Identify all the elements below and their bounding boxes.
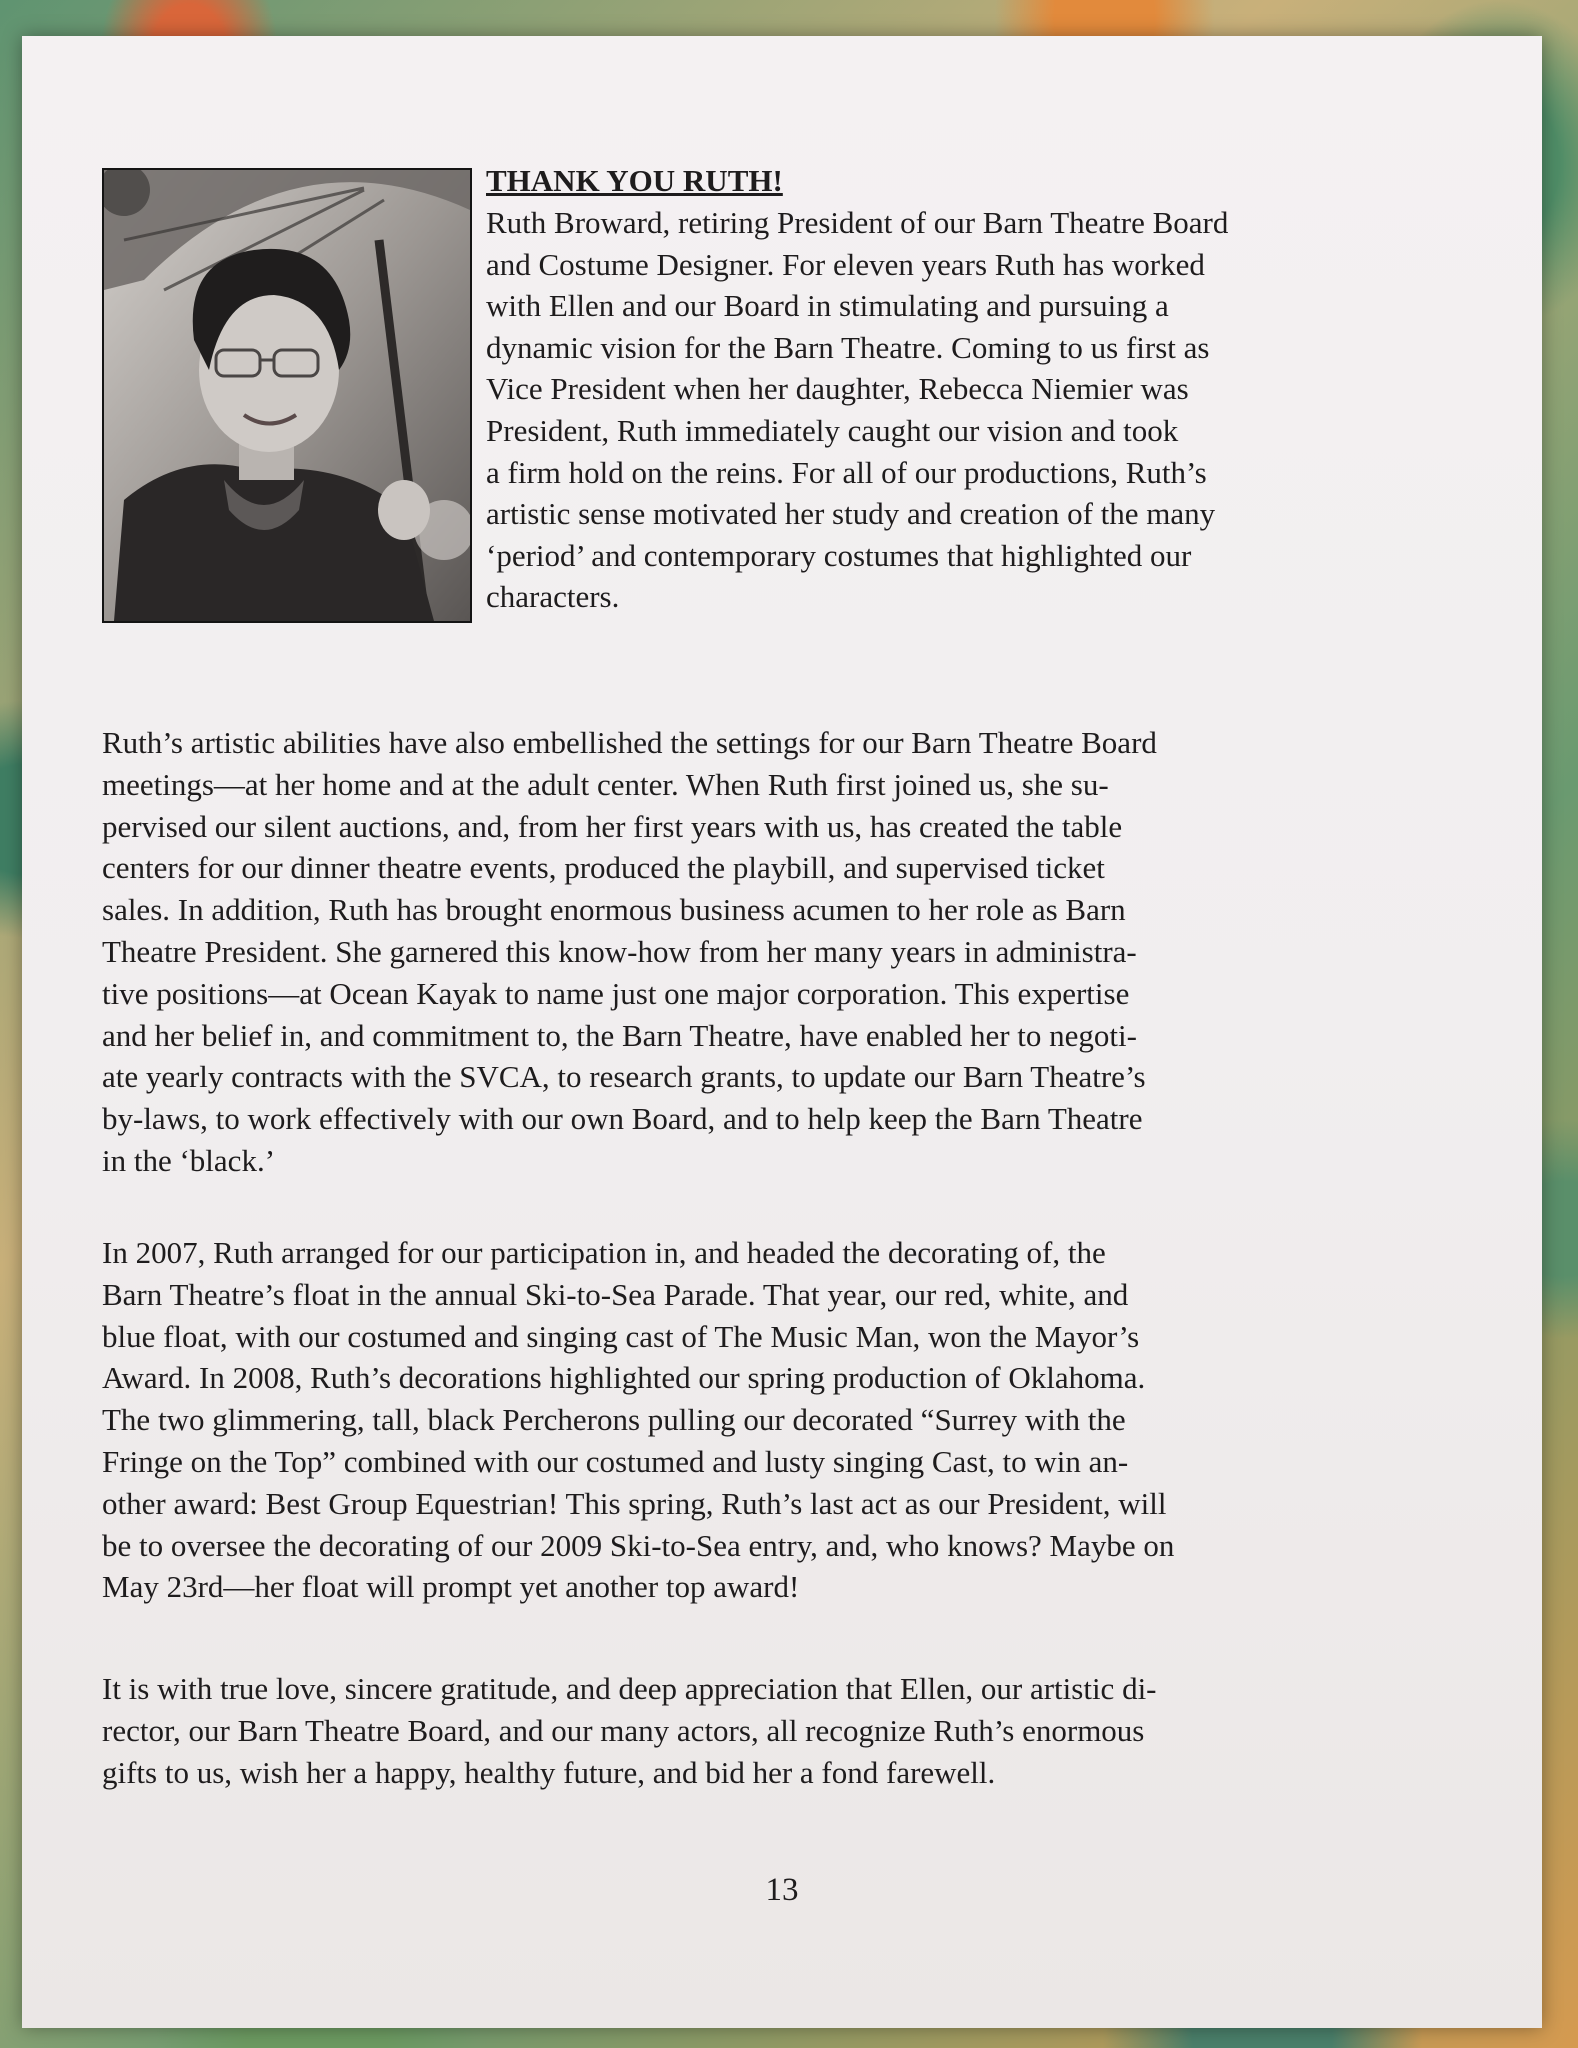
body-paragraph-3: It is with true love, sincere gratitude, and deep appreciation that Ellen, our artistic di- rector, our Barn Theatre Board, and our many actors, all recognize Ruth’s enormous gifts to us, wish her a happy, healthy future, and bid her a fond farewell. [102, 1671, 1157, 1790]
article-title: THANK YOU RUTH! [486, 163, 783, 198]
article-header-block [486, 160, 1446, 618]
portrait-photo [102, 168, 472, 623]
body-paragraph-1: Ruth’s artistic abilities have also embellished the settings for our Barn Theatre Board meetings—at her home and at the adult center. When Ruth first joined us, she su- pervised our silent auctions, and, from her first years with us, has created the table centers for our dinner theatre events, produced the playbill, and supervised ticket sales. In addition, Ruth has brought enormous business acumen to her role as Barn Theatre President. She garnered this know-how from her many years in administra- tive positions—at Ocean Kayak to name just one major corporation. This expertise and her belief in, and commitment to, the Barn Theatre, have enabled her to negoti- ate yearly contracts with the SVCA, to research grants, to update our Barn Theatre’s by-laws, to work effectively with our own Board, and to help keep the Barn Theatre in the ‘black.’ [102, 725, 1157, 1178]
body-paragraph-2: In 2007, Ruth arranged for our participation in, and headed the decorating of, the Barn Theatre’s float in the annual Ski-to-Sea Parade. That year, our red, white, and blue float, with our costumed and singing cast of The Music Man, won the Mayor’s Award. In 2008, Ruth’s decorations highlighted our spring production of Oklahoma. The two glimmering, tall, black Percherons pulling our decorated “Surrey with the Fringe on the Top” combined with our costumed and lusty singing Cast, to win an- other award: Best Group Equestrian! This spring, Ruth’s last act as our President, will be to oversee the decorating of our 2009 Ski-to-Sea entry, and, who knows? Maybe on May 23rd—her float will prompt yet another top award! [102, 1235, 1175, 1605]
portrait-illustration [104, 170, 470, 621]
page-number: 13 [765, 1872, 799, 1908]
intro-paragraph: Ruth Broward, retiring President of our Barn Theatre Board and Costume Designer. For eleven years Ruth has worked with Ellen and our Board in stimulating and pursuing a dynamic vision for the Barn Theatre. Coming to us first as Vice President when her daughter, Rebecca Niemier was President, Ruth immediately caught our vision and took a firm hold on the reins. For all of our productions, Ruth’s artistic sense motivated her study and creation of the many ‘period’ and contemporary costumes that highlighted our characters. [486, 205, 1229, 615]
playbill-page [22, 36, 1542, 2028]
